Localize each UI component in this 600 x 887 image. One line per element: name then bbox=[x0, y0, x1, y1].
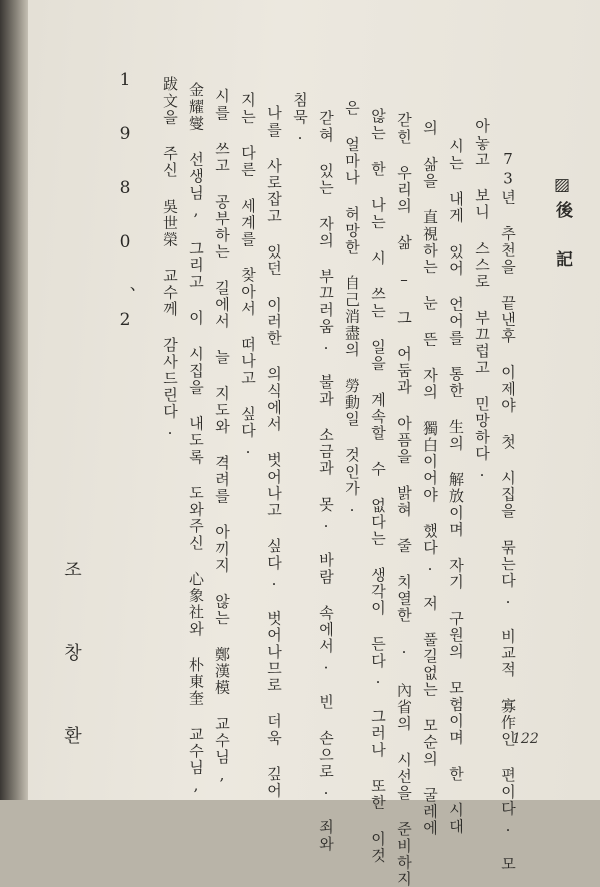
text-column: 않는 한 나는 시 쓰는 일을 계속할 수 없다는 생각이 든다. 그러나 또한 이것 bbox=[369, 108, 387, 864]
text-column: 침묵. bbox=[291, 92, 309, 145]
text-column: 아놓고 보니 스스로 부끄럽고 민망하다. bbox=[473, 118, 491, 482]
book-spine-shadow bbox=[0, 0, 30, 800]
text-column: 시를 쓰고 공부하는 길에서 늘 지도와 격려를 아끼지 않는 鄭漢模 교수님, bbox=[213, 88, 231, 785]
text-column: 지는 다른 세계를 찾아서 떠나고 싶다. bbox=[239, 92, 257, 459]
text-column: 시는 내게 있어 언어를 통한 生의 解放이며 자기 구원의 모험이며 한 시대 bbox=[447, 138, 465, 835]
book-page bbox=[28, 0, 600, 887]
text-column: 은 얼마나 허망한 自己消盡의 勞動일 것인가. bbox=[343, 100, 361, 517]
date: 1 9 8 0 、2 bbox=[115, 70, 135, 337]
text-column: 73년 추천을 끝낸후 이제야 첫 시집을 묶는다. 비교적 寡作인 편이다. 모 bbox=[499, 150, 517, 873]
text-column: 나를 사로잡고 있던 이러한 의식에서 벗어나고 싶다. 벗어나므로 더욱 깊어 bbox=[265, 105, 283, 799]
afterword-title: ▨後 記 bbox=[552, 175, 572, 273]
text-column: 갇힌 우리의 삶 – 그 어둠과 아픔을 밝혀 줄 치열한 · 內省의 시선을 준비하지 bbox=[395, 112, 413, 887]
text-column: 跋文을 주신 吳世榮 교수께 감사드린다. bbox=[161, 76, 179, 440]
text-column: 갇혀 있는 자의 부끄러움. 불과 소금과 못. 바람 속에서. 빈 손으로. 죄와 bbox=[317, 110, 335, 853]
text-column: 金耀燮 선생님, 그리고 이 시집을 내도록 도와주신 心象社와 朴東奎 교수님, bbox=[187, 82, 205, 796]
text-column: 의 삶을 直視하는 눈 뜬 자의 獨白이어야 했다. 저 풀길없는 모순의 굴레에 bbox=[421, 120, 439, 837]
page-number: 122 bbox=[512, 731, 539, 747]
author-name: 조 창 환 bbox=[61, 560, 82, 766]
